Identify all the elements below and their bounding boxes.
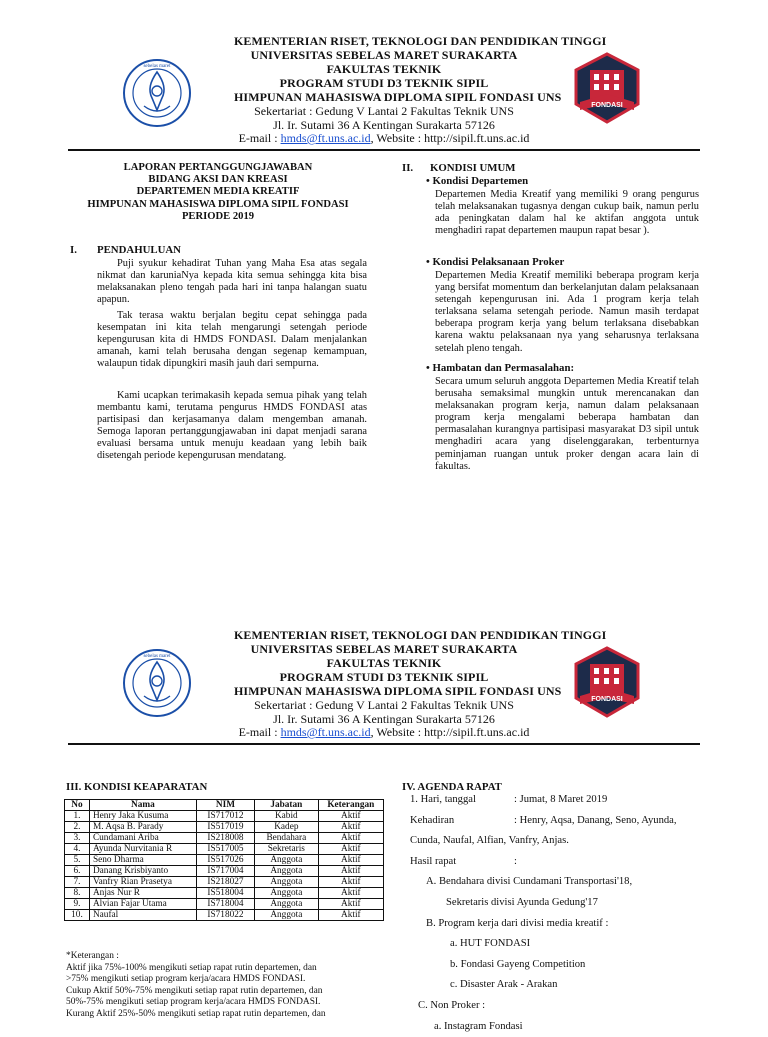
table-cell: Anggota [255, 888, 319, 899]
bullet-heading-2: • Kondisi Pelaksanaan Proker [426, 256, 565, 268]
letterhead-bottom [0, 620, 768, 750]
university-logo-icon [122, 648, 192, 718]
table-row [65, 899, 384, 910]
table-cell: Aktif [318, 866, 383, 877]
bullet-heading-3: • Hambatan dan Permasalahan: [426, 362, 575, 374]
intro-paragraph-1: Puji syukur kehadirat Tuhan yang Maha Esa atas segala nikmat dan karuniaNya kepada kita semua sehingga kita bisa melaksanakan pleno tengah pada hari ini tanpa halangan suatu apapun. [97, 258, 367, 306]
activity-notes: *Keterangan : Aktif jika 75%-100% mengikuti setiap rapat rutin departemen, dan >75% mengikuti setiap program kerja/acara HMDS FONDASI. Cukup Aktif 50%-75% mengikuti setiap rapat rutin departemen, dan 50%-75% mengikuti setiap program kerja/acara HMDS FONDASI. Kurang Aktif 25%-50% mengikuti setiap rapat rutin departemen, dan [66, 951, 326, 1019]
section-4-title: IV. AGENDA RAPAT [402, 781, 502, 793]
email-link[interactable]: hmds@ft.uns.ac.id [280, 131, 371, 145]
letterhead-top [0, 0, 768, 150]
table-row [65, 855, 384, 866]
table-cell: Bendahara [255, 833, 319, 844]
table-cell: Aktif [318, 910, 383, 921]
bullet-text-2: Departemen Media Kreatif memiliki beberapa program kerja yang bersifat momentum dan berkelanjutan dalam pelaksanaan setengah kepengurusan ini. Ada 1 program kerja telah terlaksana selama setengah periode. Namun masih terdapat beberapa program kerja yang belum terlaksana disebabkan karena waktu pelaksanaan nya yang seharusnya terlaksana setelah pleno tengah. [435, 270, 699, 354]
table-cell: Aktif [318, 822, 383, 833]
table-cell: IS718004 [196, 899, 254, 910]
ministry-line: KEMENTERIAN RISET, TEKNOLOGI DAN PENDIDIKAN TINGGI [234, 34, 607, 48]
section-2-number: II. [402, 162, 414, 174]
table-cell: 2. [65, 822, 90, 833]
table-row [65, 844, 384, 855]
svg-text:FONDASI: FONDASI [591, 102, 623, 109]
faculty-line: FAKULTAS TEKNIK [326, 656, 442, 670]
column-header: Nama [89, 800, 196, 811]
table-row [65, 888, 384, 899]
table-cell: Anggota [255, 877, 319, 888]
program-line: PROGRAM STUDI D3 TEKNIK SIPIL [279, 76, 489, 90]
address-line: Jl. Ir. Sutami 36 A Kentingan Surakarta 57126 [273, 118, 495, 132]
agenda-list: 1. Hari, tanggal : Jumat, 8 Maret 2019 Kehadiran : Henry, Aqsa, Danang, Seno, Ayunda, Cunda, Naufal, Alfian, Vanfry, Anjas. Hasil rapat : A. Bendahara divisi Cundamani Transportasi'18, Sekretaris divisi Ayunda Gedung'17 B. Program kerja dari divisi media kreatif : a. HUT FONDASI b. Fondasi Gayeng Competition c. Disaster Arak - Arakan C. Non Proker : a. Instagram Fondasi [410, 794, 677, 1032]
table-cell: Aktif [318, 833, 383, 844]
column-header: Jabatan [255, 800, 319, 811]
table-cell: Cundamani Ariba [89, 833, 196, 844]
table-cell: Anggota [255, 899, 319, 910]
table-cell: Seno Dharma [89, 855, 196, 866]
fondasi-logo-icon [572, 52, 642, 124]
table-cell: 4. [65, 844, 90, 855]
fondasi-logo-icon [572, 646, 642, 718]
table-cell: Aktif [318, 844, 383, 855]
table-cell: IS218027 [196, 877, 254, 888]
section-1-title: PENDAHULUAN [97, 244, 181, 256]
table-row [65, 866, 384, 877]
svg-text:sebelas maret: sebelas maret [143, 654, 171, 659]
university-line: UNIVERSITAS SEBELAS MARET SURAKARTA [250, 48, 518, 62]
table-cell: 1. [65, 811, 90, 822]
header-divider [68, 743, 700, 745]
table-cell: IS718022 [196, 910, 254, 921]
table-row [65, 833, 384, 844]
table-cell: Naufal [89, 910, 196, 921]
header-divider [68, 149, 700, 151]
table-cell: IS517005 [196, 844, 254, 855]
intro-paragraph-3: Kami ucapkan terimakasih kepada semua pihak yang telah membantu kami, terutama pengurus HMDS FONDASI atas partisipasi dan kerjasamanya dalam mengemban amanah. Semoga laporan pertanggungjawaban ini dapat menjadi sarana evaluasi bersama untuk menuju keadaan yang lebih baik disetengah periode kepengurusan mendatang. [97, 390, 367, 462]
association-line: HIMPUNAN MAHASISWA DIPLOMA SIPIL FONDASI UNS [234, 90, 562, 104]
table-cell: IS717012 [196, 811, 254, 822]
table-cell: IS517026 [196, 855, 254, 866]
table-cell: Ayunda Nurvitania R [89, 844, 196, 855]
contact-line: E-mail : hmds@ft.uns.ac.id, Website : http://sipil.ft.uns.ac.id [238, 725, 530, 739]
table-cell: 8. [65, 888, 90, 899]
table-cell: Aktif [318, 899, 383, 910]
column-header: NIM [196, 800, 254, 811]
contact-line: E-mail : hmds@ft.uns.ac.id, Website : http://sipil.ft.uns.ac.id [238, 131, 530, 145]
svg-text:sebelas maret: sebelas maret [143, 64, 171, 69]
table-row [65, 811, 384, 822]
bullet-heading-1: • Kondisi Departemen [426, 175, 529, 187]
table-cell: Aktif [318, 877, 383, 888]
table-cell: Henry Jaka Kusuma [89, 811, 196, 822]
table-cell: Aktif [318, 888, 383, 899]
table-cell: IS218008 [196, 833, 254, 844]
section-3-title: III. KONDISI KEAPARATAN [66, 781, 208, 793]
staff-table [64, 799, 384, 921]
address-line: Jl. Ir. Sutami 36 A Kentingan Surakarta 57126 [273, 712, 495, 726]
table-row [65, 822, 384, 833]
table-header-row [65, 800, 384, 811]
association-line: HIMPUNAN MAHASISWA DIPLOMA SIPIL FONDASI UNS [234, 684, 562, 698]
section-2-title: KONDISI UMUM [430, 162, 516, 174]
table-cell: 5. [65, 855, 90, 866]
column-header: No [65, 800, 90, 811]
svg-text:FONDASI: FONDASI [591, 696, 623, 703]
table-cell: 10. [65, 910, 90, 921]
table-cell: Aktif [318, 855, 383, 866]
table-cell: IS518004 [196, 888, 254, 899]
table-cell: 9. [65, 899, 90, 910]
table-cell: Sekretaris [255, 844, 319, 855]
table-cell: Anggota [255, 910, 319, 921]
ministry-line: KEMENTERIAN RISET, TEKNOLOGI DAN PENDIDIKAN TINGGI [234, 628, 607, 642]
table-cell: Kadep [255, 822, 319, 833]
table-cell: 3. [65, 833, 90, 844]
faculty-line: FAKULTAS TEKNIK [326, 62, 442, 76]
table-cell: Vanfry Rian Prasetya [89, 877, 196, 888]
table-cell: 7. [65, 877, 90, 888]
table-cell: Kabid [255, 811, 319, 822]
university-logo-icon [122, 58, 192, 128]
table-cell: Anggota [255, 855, 319, 866]
table-cell: 6. [65, 866, 90, 877]
table-cell: Alvian Fajar Utama [89, 899, 196, 910]
university-line: UNIVERSITAS SEBELAS MARET SURAKARTA [250, 642, 518, 656]
bullet-text-1: Departemen Media Kreatif yang memiliki 9 orang pengurus telah melaksanakan tugasnya dengan cukup baik, namun perlu ada peningkatan dalam hal ke aktifan anggota untuk menghadiri rapat departemen maupun rapat besar ). [435, 189, 699, 237]
table-cell: Anjas Nur R [89, 888, 196, 899]
intro-paragraph-2: Tak terasa waktu berjalan begitu cepat sehingga pada kesempatan ini kita telah mengarungi setengah periode kepengurusan kita di HMDS FONDASI. Dalam menjalankan amanah, kami telah berusaha dengan segenap kemampuan, walaupun tidak dipungkiri masih jauh dari sempurna. [97, 310, 367, 370]
table-row [65, 910, 384, 921]
email-link[interactable]: hmds@ft.uns.ac.id [280, 725, 371, 739]
table-cell: IS717004 [196, 866, 254, 877]
table-row [65, 877, 384, 888]
table-cell: IS517019 [196, 822, 254, 833]
table-cell: M. Aqsa B. Parady [89, 822, 196, 833]
secretariat-line: Sekertariat : Gedung V Lantai 2 Fakultas Teknik UNS [254, 698, 514, 712]
secretariat-line: Sekertariat : Gedung V Lantai 2 Fakultas Teknik UNS [254, 104, 514, 118]
table-cell: Danang Krisbiyanto [89, 866, 196, 877]
report-title: LAPORAN PERTANGGUNGJAWABAN BIDANG AKSI DAN KREASI DEPARTEMEN MEDIA KREATIF HIMPUNAN MAHASISWA DIPLOMA SIPIL FONDASI PERIODE 2019 [87, 162, 349, 222]
section-1-number: I. [70, 244, 77, 256]
program-line: PROGRAM STUDI D3 TEKNIK SIPIL [279, 670, 489, 684]
column-header: Keterangan [318, 800, 383, 811]
table-cell: Anggota [255, 866, 319, 877]
table-cell: Aktif [318, 811, 383, 822]
bullet-text-3: Secara umum seluruh anggota Departemen Media Kreatif telah berusaha semaksimal mungkin untuk merencanakan dan melaksanakan program kerja, namun dalam pelaksanaan program kerja mengalami beberapa hambatan dan permasalahan kurangnya partisipasi masyarakat D3 sipil untuk menghadiri acara yang diselenggarakan, terbenturnya peminjaman ruangan untuk proker dengan acara lain di fakultas. [435, 376, 699, 472]
